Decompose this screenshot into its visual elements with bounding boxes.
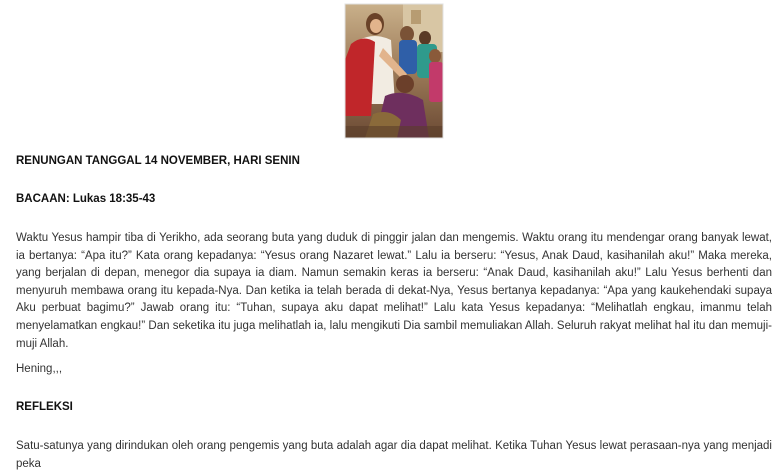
reading-heading: BACAAN: Lukas 18:35-43 <box>16 193 156 205</box>
article-image <box>345 4 443 138</box>
reading-paragraph: Waktu Yesus hampir tiba di Yerikho, ada seorang buta yang duduk di pinggir jalan dan mengemis. Waktu orang itu mendengar orang banyak lewat, ia bertanya: “Apa itu?” Kata orang kepadanya: “Yesus orang Nazaret lewat.” Lalu ia berseru: “Yesus, Anak Daud, kasihanilah aku!” Maka mereka, yang berjalan di depan, menegor dia supaya ia diam. Namun semakin keras ia berseru: “Anak Daud, kasihanilah aku!” Lalu Yesus berhenti dan menyuruh membawa orang itu kepada-Nya. Dan ketika ia telah berada di dekat-Nya, Yesus bertanya kepadanya: “Apa yang kaukehendaki supaya Aku perbuat bagimu?” Jawab orang itu: “Tuhan, supaya aku dapat melihat!” Lalu kata Yesus kepadanya: “Melihatlah engkau, imanmu telah menyelamatkan engkau!” Dan seketika itu juga melihatlah ia, lalu mengikuti Dia sambil memuliakan Allah. Seluruh rakyat melihat hal itu dan memuji-muji Allah. <box>16 232 772 350</box>
article-title: RENUNGAN TANGGAL 14 NOVEMBER, HARI SENIN <box>16 155 300 167</box>
reflection-heading: REFLEKSI <box>16 401 73 413</box>
article <box>16 0 772 470</box>
silence-paragraph: Hening,,, <box>16 363 63 375</box>
reflection-paragraph: Satu-satunya yang dirindukan oleh orang pengemis yang buta adalah agar dia dapat melihat. Ketika Tuhan Yesus lewat perasaan-nya yang menjadi peka <box>16 440 772 470</box>
jesus-healing-blind-man-painting-icon <box>345 4 443 138</box>
